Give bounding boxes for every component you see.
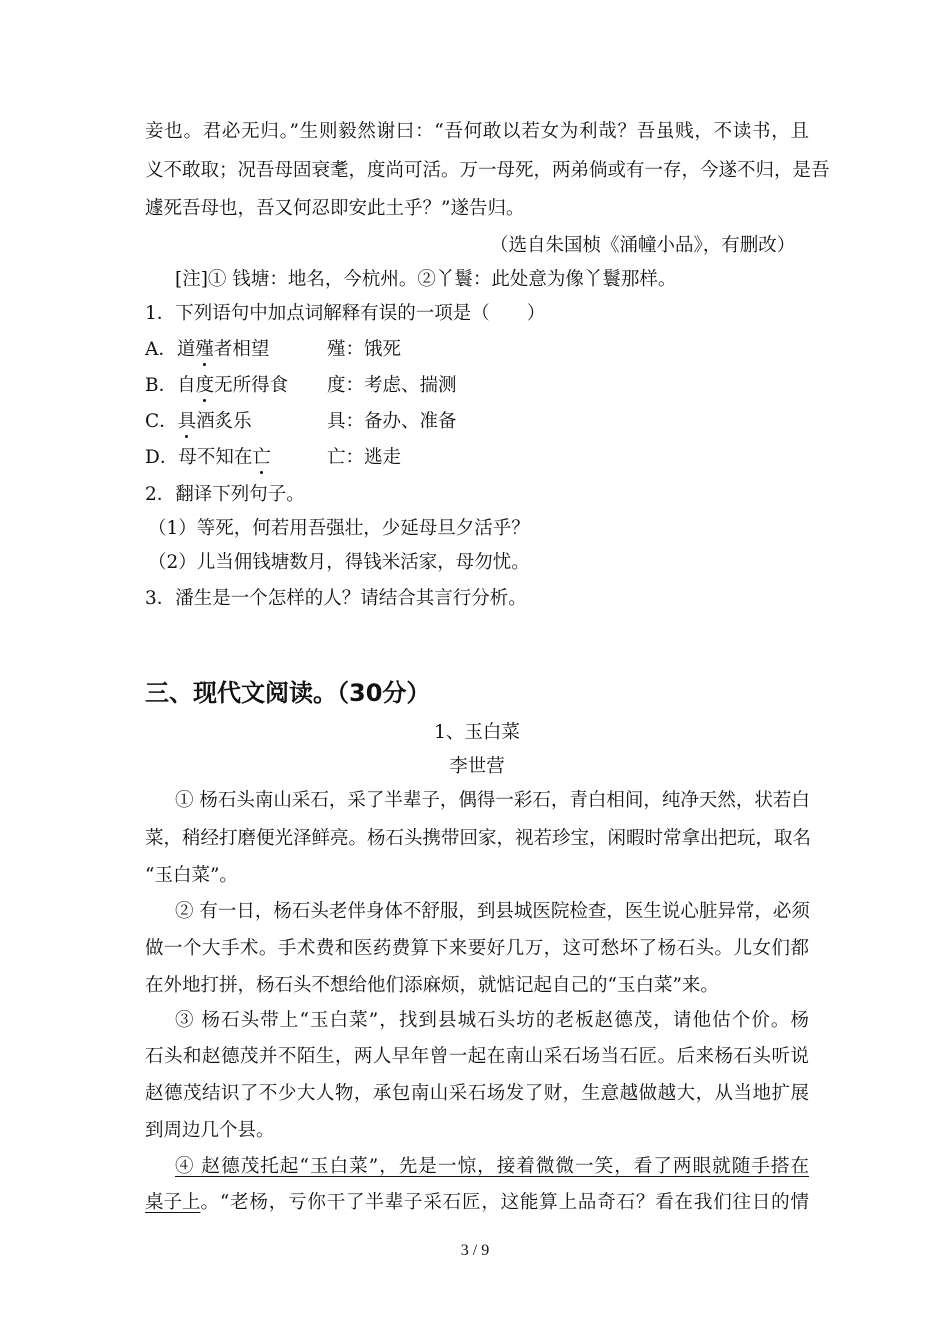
option-a [145,338,269,362]
annotation-note: [注]① 钱塘：地名，今杭州。②丫鬟：此处意为像丫鬟那样。 [175,269,677,290]
article-author: 李世营 [449,756,505,777]
option-text: 者相望 [213,339,270,360]
option-text: 无所得食 [214,375,289,396]
option-b-gloss: 度：考虑、揣测 [327,375,457,396]
option-text: A．道 [145,339,196,360]
option-text: B．自 [145,375,196,396]
section-heading: 三、现代文阅读。（30分） [145,679,431,707]
paragraph-line: 到周边几个县。 [145,1120,275,1141]
classical-text-line: 义不敢取；况吾母固衰耄，度尚可活。万一母死，两弟倘或有一存，今遂不归，是吾 [145,160,830,181]
underlined-sentence: ④ 赵德茂托起“玉白菜”，先是一惊，接着微微一笑，看了两眼就随手搭在 [175,1156,809,1177]
dotted-word: 亡 [252,447,271,468]
question-2: 2．翻译下列句子。 [145,484,305,505]
paragraph-line: 菜，稍经打磨便光泽鲜亮。杨石头携带回家，视若珍宝，闲暇时常拿出把玩，取名 [145,828,812,849]
page-number: 3 / 9 [460,1242,490,1259]
option-b [145,374,288,398]
paragraph-line: 做一个大手术。手术费和医药费算下来要好几万，这可愁坏了杨石头。儿女们都 [145,938,809,959]
paragraph-line: 赵德茂结识了不少大人物，承包南山采石场发了财，生意越做越大，从当地扩展 [145,1083,809,1104]
paragraph-text: 。“老杨，亏你干了半辈子采石匠，这能算上品奇石？看在我们往日的情 [200,1192,809,1213]
paragraph-line: ③ 杨石头带上“玉白菜”，找到县城石头坊的老板赵德茂，请他估个价。杨 [175,1010,809,1031]
option-text: C． [145,411,178,432]
dotted-word: 度 [195,375,215,396]
paragraph-line: 石头和赵德茂并不陌生，两人早年曾一起在南山采石场当石匠。后来杨石头听说 [145,1046,809,1067]
paragraph-line: “玉白菜”。 [145,865,238,886]
option-text: 酒炙乐 [196,411,252,432]
underlined-sentence: 桌子上 [145,1192,201,1213]
paragraph-line: ① 杨石头南山采石，采了半辈子，偶得一彩石，青白相间，纯净天然，状若白 [175,790,810,811]
paragraph-line: ② 有一日，杨石头老伴身体不舒服，到县城医院检查，医生说心脏异常，必须 [175,901,810,922]
paragraph-line: 在外地打拼，杨石头不想给他们添麻烦，就惦记起自己的“玉白菜”来。 [145,975,719,996]
option-c-gloss: 具：备办、准备 [327,411,457,432]
paragraph-line [145,1191,809,1215]
option-a-gloss: 殣：饿死 [327,339,402,360]
dotted-word: 殣 [195,339,214,360]
classical-text-line: 妾也。君必无归。”生则毅然谢曰：“吾何敢以若女为利哉？吾虽贱，不读书，且 [145,121,809,142]
option-d [145,446,271,470]
option-c [145,410,252,434]
question-2-1: （1）等死，何若用吾强壮，少延母旦夕活乎？ [148,518,530,539]
classical-text-line: 遽死吾母也，吾又何忍即安此土乎？”遂告归。 [145,198,525,219]
question-3: 3．潘生是一个怎样的人？请结合其言行分析。 [145,588,527,609]
question-1: 1．下列语句中加点词解释有误的一项是（ ） [145,303,546,324]
article-title: 1、玉白菜 [434,722,520,743]
source-citation: （选自朱国桢《涌幢小品》，有删改） [490,235,796,256]
question-2-2: （2）儿当佣钱塘数月，得钱米活家，母勿忧。 [148,552,530,573]
option-text: D．母不知在 [145,447,253,468]
dotted-word: 具 [177,411,197,432]
option-d-gloss: 亡：逃走 [327,447,402,468]
